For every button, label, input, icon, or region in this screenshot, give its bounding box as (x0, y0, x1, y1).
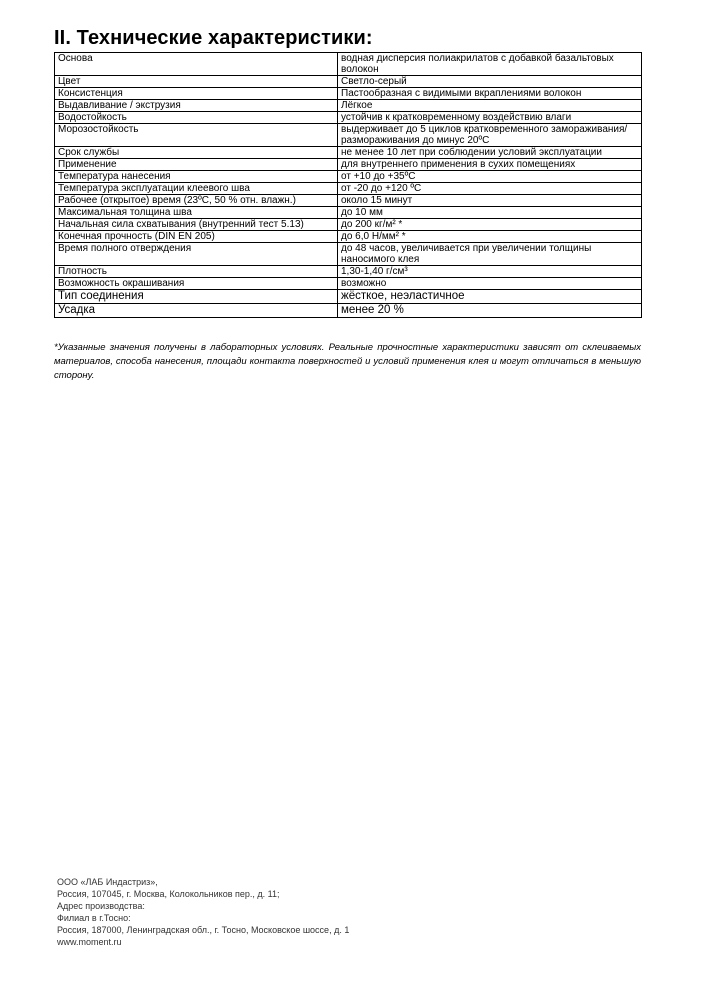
param-value-cell: от +10 до +35ºС (338, 171, 642, 183)
param-name-cell: Водостойкость (55, 112, 338, 124)
table-row (55, 219, 642, 231)
param-name-cell: Морозостойкость (55, 124, 338, 147)
param-name-cell: Плотность (55, 266, 338, 278)
footer-website: www.moment.ru (57, 937, 122, 947)
table-row (55, 159, 642, 171)
param-value-cell: 1,30-1,40 г/см³ (338, 266, 642, 278)
footnote: *Указанные значения получены в лабораторных условиях. Реальные прочностные характеристики зависят от склеиваемых материалов, способа нанесения, площади контакта поверхностей и условий применения клея и могут отличаться в меньшую сторону. (54, 342, 641, 381)
param-value-cell: возможно (338, 278, 642, 290)
param-value-cell: до 48 часов, увеличивается при увеличении толщины наносимого клея (338, 243, 642, 266)
footer-branch-label: Филиал в г.Тосно: (57, 913, 131, 923)
table-row (55, 290, 642, 304)
footer-branch-address: Россия, 187000, Ленинградская обл., г. Тосно, Московское шоссе, д. 1 (57, 925, 350, 935)
param-value-cell: до 200 кг/м² * (338, 219, 642, 231)
specs-table-body (55, 53, 642, 318)
param-value-cell: до 6,0 Н/мм² * (338, 231, 642, 243)
table-row (55, 100, 642, 112)
table-row (55, 112, 642, 124)
param-name-cell: Рабочее (открытое) время (23ºС, 50 % отн. влажн.) (55, 195, 338, 207)
table-row (55, 231, 642, 243)
table-row (55, 266, 642, 278)
param-name-cell: Срок службы (55, 147, 338, 159)
param-name-cell: Максимальная толщина шва (55, 207, 338, 219)
param-value-cell: устойчив к кратковременному воздействию влаги (338, 112, 642, 124)
specs-table (54, 52, 642, 318)
param-value-cell: водная дисперсия полиакрилатов с добавкой базальтовых волокон (338, 53, 642, 76)
footer-production-label: Адрес производства: (57, 901, 145, 911)
param-value-cell: около 15 минут (338, 195, 642, 207)
table-row (55, 243, 642, 266)
table-row (55, 195, 642, 207)
table-row (55, 76, 642, 88)
table-row (55, 124, 642, 147)
param-value-cell: Пастообразная с видимыми вкраплениями волокон (338, 88, 642, 100)
param-name-cell: Начальная сила схватывания (внутренний тест 5.13) (55, 219, 338, 231)
table-row (55, 304, 642, 318)
company-footer (57, 876, 557, 948)
param-value-cell: Лёгкое (338, 100, 642, 112)
param-name-cell: Температура нанесения (55, 171, 338, 183)
param-name-cell: Применение (55, 159, 338, 171)
param-value-cell: до 10 мм (338, 207, 642, 219)
param-value-cell: жёсткое, неэластичное (338, 290, 642, 304)
footer-company-name: ООО «ЛАБ Индастриз», (57, 877, 158, 887)
param-value-cell: менее 20 % (338, 304, 642, 318)
table-row (55, 171, 642, 183)
footer-office-address: Россия, 107045, г. Москва, Колокольников пер., д. 11; (57, 889, 280, 899)
param-name-cell: Время полного отверждения (55, 243, 338, 266)
param-name-cell: Усадка (55, 304, 338, 318)
param-name-cell: Выдавливание / экструзия (55, 100, 338, 112)
param-value-cell: для внутреннего применения в сухих помещениях (338, 159, 642, 171)
table-row (55, 207, 642, 219)
table-row (55, 278, 642, 290)
param-name-cell: Основа (55, 53, 338, 76)
param-name-cell: Конечная прочность (DIN EN 205) (55, 231, 338, 243)
table-row (55, 147, 642, 159)
param-name-cell: Консистенция (55, 88, 338, 100)
param-value-cell: Светло-серый (338, 76, 642, 88)
section-title: II. Технические характеристики: (54, 27, 373, 49)
param-name-cell: Возможность окрашивания (55, 278, 338, 290)
table-row (55, 88, 642, 100)
param-name-cell: Цвет (55, 76, 338, 88)
table-row (55, 183, 642, 195)
param-value-cell: выдерживает до 5 циклов кратковременного замораживания/размораживания до минус 20ºС (338, 124, 642, 147)
param-value-cell: не менее 10 лет при соблюдении условий эксплуатации (338, 147, 642, 159)
param-value-cell: от -20 до +120 ºС (338, 183, 642, 195)
table-row (55, 53, 642, 76)
param-name-cell: Тип соединения (55, 290, 338, 304)
param-name-cell: Температура эксплуатации клеевого шва (55, 183, 338, 195)
